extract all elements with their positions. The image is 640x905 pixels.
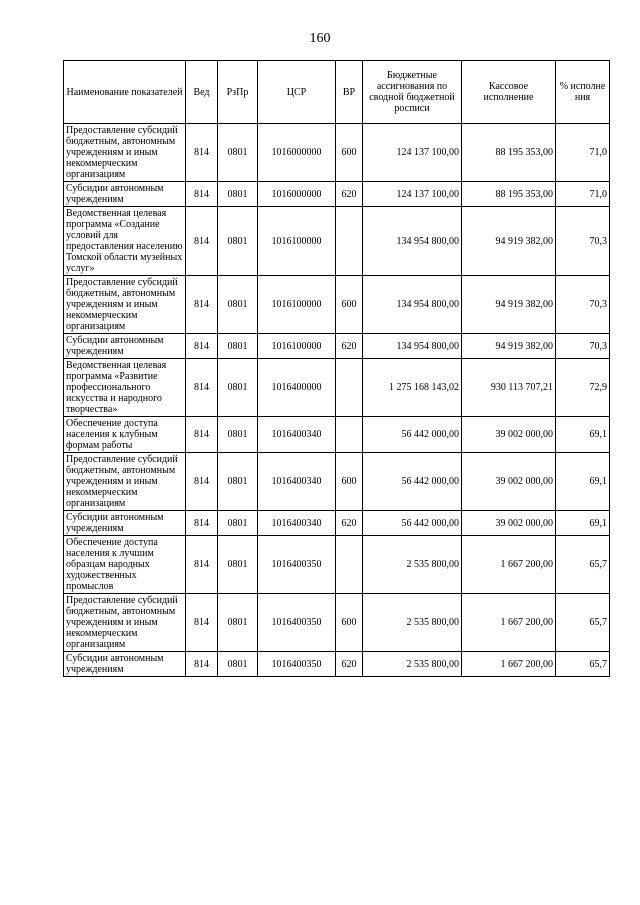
cell-percent: 65,7 [556,594,610,652]
cell-percent: 72,9 [556,359,610,417]
header-budget: Бюджетные ассигнования по сводной бюджетной росписи [363,61,462,124]
table-row [64,453,610,511]
header-name: Наименование показателей [64,61,186,124]
cell-percent: 71,0 [556,182,610,207]
cell-ved: 814 [186,594,218,652]
cell-rzpr: 0801 [218,594,258,652]
cell-cash: 39 002 000,00 [462,511,556,536]
table-row [64,334,610,359]
cell-cash: 1 667 200,00 [462,652,556,677]
cell-budget: 56 442 000,00 [363,417,462,453]
cell-cash: 94 919 382,00 [462,207,556,276]
cell-percent: 65,7 [556,536,610,594]
cell-ved: 814 [186,124,218,182]
cell-budget: 124 137 100,00 [363,182,462,207]
cell-rzpr: 0801 [218,182,258,207]
cell-name: Ведомственная целевая программа «Создание условий для предоставления населению Томской области музейных услуг» [64,207,186,276]
cell-vr: 620 [336,511,363,536]
header-percent: % исполне ния [556,61,610,124]
cell-budget: 1 275 168 143,02 [363,359,462,417]
cell-ved: 814 [186,417,218,453]
cell-budget: 2 535 800,00 [363,536,462,594]
cell-name: Обеспечение доступа населения к лучшим образцам народных художественных промыслов [64,536,186,594]
cell-rzpr: 0801 [218,511,258,536]
cell-csr: 1016400340 [258,453,336,511]
cell-percent: 70,3 [556,334,610,359]
cell-vr: 600 [336,453,363,511]
cell-name: Субсидии автономным учреждениям [64,334,186,359]
cell-name: Ведомственная целевая программа «Развитие профессионального искусства и народного творчества» [64,359,186,417]
cell-percent: 71,0 [556,124,610,182]
cell-ved: 814 [186,652,218,677]
cell-csr: 1016400340 [258,511,336,536]
cell-budget: 56 442 000,00 [363,453,462,511]
cell-ved: 814 [186,334,218,359]
cell-name: Предоставление субсидий бюджетным, автономным учреждениям и иным некоммерческим организациям [64,594,186,652]
cell-budget: 56 442 000,00 [363,511,462,536]
cell-percent: 70,3 [556,276,610,334]
table-row [64,594,610,652]
cell-cash: 88 195 353,00 [462,182,556,207]
cell-csr: 1016100000 [258,334,336,359]
cell-name: Субсидии автономным учреждениям [64,511,186,536]
table-row [64,536,610,594]
header-cash: Кассовое исполнение [462,61,556,124]
cell-csr: 1016400340 [258,417,336,453]
budget-table [63,60,610,677]
page-number: 160 [309,31,331,46]
cell-rzpr: 0801 [218,536,258,594]
header-rzpr: РзПр [218,61,258,124]
header-csr: ЦСР [258,61,336,124]
cell-csr: 1016000000 [258,182,336,207]
cell-ved: 814 [186,511,218,536]
cell-rzpr: 0801 [218,207,258,276]
cell-cash: 39 002 000,00 [462,453,556,511]
cell-vr [336,207,363,276]
cell-vr: 600 [336,594,363,652]
cell-vr [336,536,363,594]
cell-percent: 69,1 [556,511,610,536]
table-row [64,511,610,536]
cell-budget: 2 535 800,00 [363,594,462,652]
cell-rzpr: 0801 [218,359,258,417]
cell-ved: 814 [186,453,218,511]
cell-ved: 814 [186,359,218,417]
cell-ved: 814 [186,182,218,207]
cell-csr: 1016100000 [258,276,336,334]
cell-rzpr: 0801 [218,276,258,334]
cell-vr: 600 [336,124,363,182]
cell-cash: 94 919 382,00 [462,334,556,359]
cell-ved: 814 [186,276,218,334]
cell-csr: 1016100000 [258,207,336,276]
cell-budget: 134 954 800,00 [363,207,462,276]
cell-ved: 814 [186,207,218,276]
header-ved: Вед [186,61,218,124]
cell-cash: 88 195 353,00 [462,124,556,182]
cell-budget: 134 954 800,00 [363,334,462,359]
cell-name: Субсидии автономным учреждениям [64,182,186,207]
cell-vr: 600 [336,276,363,334]
cell-vr: 620 [336,652,363,677]
cell-vr: 620 [336,182,363,207]
cell-csr: 1016000000 [258,124,336,182]
cell-cash: 39 002 000,00 [462,417,556,453]
cell-csr: 1016400350 [258,594,336,652]
cell-name: Субсидии автономным учреждениям [64,652,186,677]
cell-csr: 1016400350 [258,536,336,594]
cell-percent: 65,7 [556,652,610,677]
cell-cash: 930 113 707,21 [462,359,556,417]
cell-budget: 2 535 800,00 [363,652,462,677]
table-row [64,207,610,276]
cell-vr [336,417,363,453]
cell-rzpr: 0801 [218,417,258,453]
cell-cash: 1 667 200,00 [462,594,556,652]
cell-rzpr: 0801 [218,334,258,359]
cell-csr: 1016400350 [258,652,336,677]
cell-cash: 1 667 200,00 [462,536,556,594]
table-row [64,276,610,334]
cell-name: Предоставление субсидий бюджетным, автономным учреждениям и иным некоммерческим организациям [64,276,186,334]
cell-vr: 620 [336,334,363,359]
table-row [64,359,610,417]
cell-percent: 69,1 [556,453,610,511]
cell-rzpr: 0801 [218,453,258,511]
table-row [64,182,610,207]
cell-rzpr: 0801 [218,124,258,182]
cell-csr: 1016400000 [258,359,336,417]
cell-cash: 94 919 382,00 [462,276,556,334]
cell-percent: 69,1 [556,417,610,453]
table-row [64,124,610,182]
cell-name: Предоставление субсидий бюджетным, автономным учреждениям и иным некоммерческим организациям [64,453,186,511]
cell-budget: 124 137 100,00 [363,124,462,182]
cell-rzpr: 0801 [218,652,258,677]
cell-budget: 134 954 800,00 [363,276,462,334]
cell-name: Обеспечение доступа населения к клубным формам работы [64,417,186,453]
header-vr: ВР [336,61,363,124]
cell-percent: 70,3 [556,207,610,276]
table-row [64,652,610,677]
cell-ved: 814 [186,536,218,594]
cell-vr [336,359,363,417]
cell-name: Предоставление субсидий бюджетным, автономным учреждениям и иным некоммерческим организациям [64,124,186,182]
table-row [64,417,610,453]
table-header-row [64,61,610,124]
